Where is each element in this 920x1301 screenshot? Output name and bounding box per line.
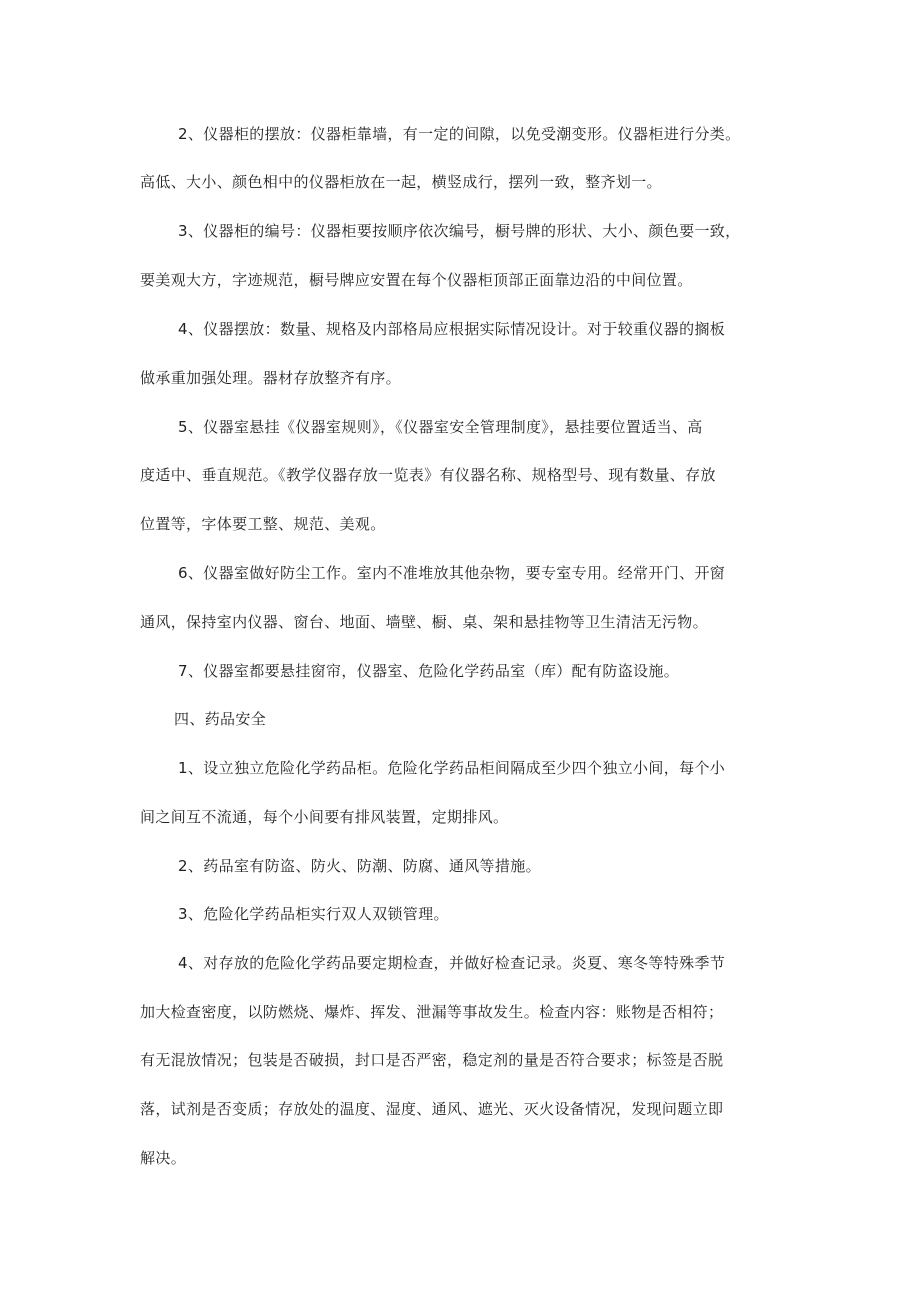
drug-item-4-line-3: 有无混放情况；包装是否破损，封口是否严密，稳定剂的量是否符合要求；标签是否脱 [140,1051,724,1069]
item-6-line-2: 通风，保持室内仪器、窗台、地面、墙壁、橱、桌、架和悬挂物等卫生清洁无污物。 [140,613,708,631]
drug-item-2-line-1: 2、药品室有防盗、防火、防潮、防腐、通风等措施。 [178,857,541,875]
item-3-line-2: 要美观大方，字迹规范，橱号牌应安置在每个仪器柜顶部正面靠边沿的中间位置。 [140,271,693,289]
drug-item-4-line-4: 落，试剂是否变质；存放处的温度、湿度、通风、遮光、灭火设备情况，发现问题立即 [140,1100,724,1118]
item-5-line-2: 度适中、垂直规范。《教学仪器存放一览表》有仪器名称、规格型号、现有数量、存放 [140,466,716,484]
item-7-line-1: 7、仪器室都要悬挂窗帘，仪器室、危险化学药品室（库）配有防盗设施。 [178,662,680,680]
item-2-line-1: 2、仪器柜的摆放：仪器柜靠墙，有一定的间隙，以免受潮变形。仪器柜进行分类。 [178,125,741,143]
drug-item-4-line-1: 4、对存放的危险化学药品要定期检查，并做好检查记录。炎夏、寒冬等特殊季节 [178,954,726,972]
drug-item-4-line-2: 加大检查密度，以防燃烧、爆炸、挥发、泄漏等事故发生。检查内容：账物是否相符； [140,1003,724,1021]
item-4-line-1: 4、仪器摆放：数量、规格及内部格局应根据实际情况设计。对于较重仪器的搁板 [178,320,726,338]
item-3-line-1: 3、仪器柜的编号：仪器柜要按顺序依次编号，橱号牌的形状、大小、颜色要一致， [178,222,741,240]
item-6-line-1: 6、仪器室做好防尘工作。室内不准堆放其他杂物，要专室专用。经常开门、开窗 [178,564,726,582]
drug-item-4-line-5: 解决。 [140,1149,187,1167]
item-2-line-2: 高低、大小、颜色相中的仪器柜放在一起，横竖成行，摆列一致，整齐划一。 [140,173,662,191]
drug-item-3-line-1: 3、危险化学药品柜实行双人双锁管理。 [178,905,449,923]
drug-item-1-line-1: 1、设立独立危险化学药品柜。危险化学药品柜间隔成至少四个独立小间，每个小 [178,759,726,777]
drug-item-1-line-2: 间之间互不流通，每个小间要有排风装置，定期排风。 [140,808,509,826]
section-heading: 四、药品安全 [174,710,267,728]
item-5-line-3: 位置等，字体要工整、规范、美观。 [140,515,386,533]
item-5-line-1: 5、仪器室悬挂《仪器室规则》，《仪器室安全管理制度》，悬挂要位置适当、高 [178,418,703,436]
item-4-line-2: 做承重加强处理。器材存放整齐有序。 [140,369,401,387]
